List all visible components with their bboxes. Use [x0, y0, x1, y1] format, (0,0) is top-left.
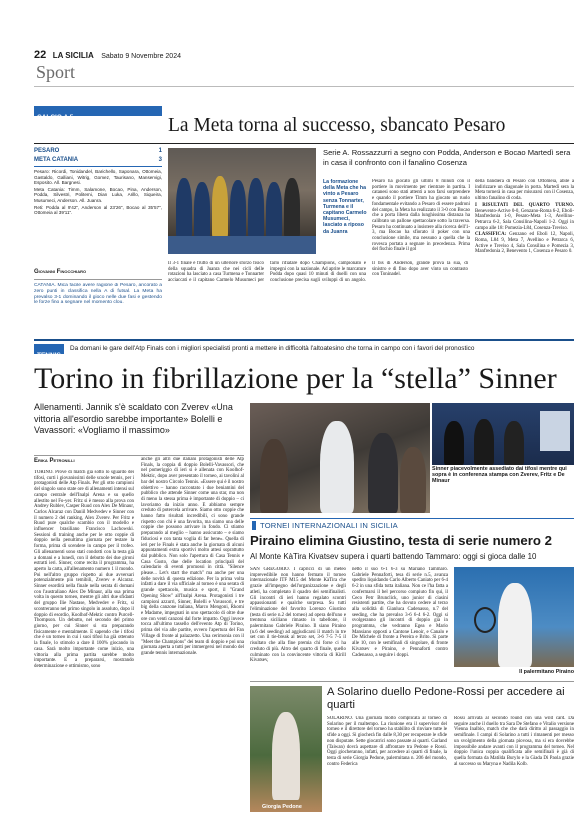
results-text: Benevento-Active 0-0, Genzano-Roma 6-2, Eboli-Manfredonia 1-0, Pesaro-Meta 1-3, Avellino-Petrarca 6-2, Sala Consilina-Napoli 1-2. Oggi in campo alle 18: Pomezia-L84, Cosenza-Treviso. [475, 208, 574, 231]
team-player-figure [230, 180, 246, 238]
lineup-meta: Meta Catania: Timm, Salamone, Bocao, Pina, Anderson, Podda, Silvestri, Politemi, Dian Luka, Arillo, Siqueira, Musumeci, Anderson. All. Juanra. [34, 186, 162, 203]
tornei-kicker: TORNEI INTERNAZIONALI IN SICILIA [260, 521, 398, 530]
tennis-tag-label: TENNIS [37, 352, 61, 359]
tornei-col-1: SAN GREGORIO. I capricci di un meteo imprevedibile non hanno fermato il torneo internazionale ITF M15 del Monte KàTira che grazie all'impegno dell'organizzazione e degli atleti, ha completato il quadro dei semifinalisti. Gli incontri di ieri hanno regalato scontri appassionanti e qualche sorpresa. Su tutti l'eliminazione del favorito Lorenzo Giustino (testa di serie n.2 del torneo) ad opera dell'uno e trentuna siciliano rimasto in tabellone, il palermitano Gabriele Piraino. Il siano Piraino (n.6 del seeding) ad aggiudicarsi il match in tre set con il tie-break al terzo set, 3-6 7-5 7-5 il risultato che alla fine premia chi forse ci ha creduto di più. Altro del quarto di finale, quello culminato con la convincente vittoria di Kirill Kivatsev, [250, 567, 346, 664]
calcio-headline-rule [34, 143, 574, 144]
page-header [34, 45, 574, 59]
tennis-photo-caption: Sinner piacevolmente assediato dai tifosi mentre qui sopra è in conferenza stampa con Zverev, Fritz e De Minaur [432, 466, 567, 484]
calcio-kicker: CALCIO A 5 [37, 114, 74, 121]
section-title: Sport [36, 62, 76, 82]
press-conference-photo [432, 403, 574, 465]
media-day-board [540, 411, 570, 451]
tornei-col-2: netto il suo 6-1 6-3 su Mariano Tammaro. Gabriele Pennaforti, tesa di serie n.5, avanza spedito liquidando Carlo Alberto Caniato per 6-4 6-2 in una sfida tutta italiana. Non ce l'ha fatta a confermarsi il bel percorso compiuto fin qui, il Ceco Petr Brunclick, uno junior di ciasini resistenti partite, che ha dovuto cedere al terzo alla solidità di Gianluca Cadenasso, n.7 del seeding, che ha prevalso 3-6 6-4 6-2. Oggi si svolgeranno gli incontri di doppio già in programma, che vedranno Egea e Mario Mansiano opposti a Cantone Lenoir, e Canalo e De Michele di fronte a Pereira e Brito. Si parte alle 10, con le semifinali di singolare, di fronte Kivatsev e Piraino, e Pennaforti contro Cadenasso, a seguire i doppi. [352, 567, 448, 658]
team-player-figure [284, 178, 300, 238]
court-floor [168, 236, 316, 254]
piraino-figure [498, 583, 532, 667]
tennis-byline: Erika Petronilli [34, 458, 75, 464]
team-player-figure [212, 176, 228, 238]
calcio-note: CATANIA. Mica facile avere ragione di Pesaro, ancorato a zero punti in classifica nella A di futsal. La Meta ha prevalso 3-1 dominando il gioco nelle due fasi e gestendo le forze fino a segnare nel momento clou. [34, 283, 162, 306]
team-player-figure [266, 182, 282, 238]
team-photo-caption: La formazione della Meta che ha vinto a Pesaro senza Tonnarter, Turmena e il capitano Carmelo Musumeci, lasciato a riposo da Juanra [323, 179, 367, 235]
score-rule [34, 166, 162, 167]
sinner-figure [320, 421, 354, 513]
piraino-photo [454, 567, 574, 667]
page-number: 22 [34, 49, 47, 61]
score-pesaro: 1 [158, 148, 162, 154]
tornei-headline: Piraino elimina Giustino, testa di serie numero 2 [250, 533, 552, 548]
score-row-1 [34, 148, 162, 154]
byline-rule [34, 279, 162, 280]
player-figure [474, 419, 494, 465]
tennis-racket [474, 607, 496, 633]
fan-figure [400, 447, 426, 513]
solarino-top-rule [250, 681, 574, 682]
tennis-tag [34, 344, 64, 359]
section-rule [34, 86, 574, 87]
calcio-body-lower: Il 3-1 finale è frutto di un ulteriore sforzo fisico della squadra di Juanra che nei cicli delle rotazioni ha lasciato a casa Turmena e Tonnarter acciaccati e il capitano Carmelo Musumeci per farlo rifiatare dopo Champions, campionato e impegni con la nazionale. Ad aprire le marcature Podda dopo quasi 10 minuti di duelli con una conclusione precisa sugli sviluppi di un angolo. Il bis di Anderson, grande prova la sua, di sinistro e di fino dopo aver vinto un contrasto con Toninadel. [168, 261, 468, 284]
results-title: I RISULTATI DEL QUARTO TURNO. [475, 202, 574, 208]
tennis-headline: Torino in fibrillazione per la “stella” Sinner [34, 362, 557, 395]
issue-date: Sabato 9 Novembre 2024 [101, 53, 181, 60]
score-meta: 3 [158, 157, 162, 163]
pedone-figure [272, 712, 300, 800]
paper-name: LA SICILIA [52, 51, 94, 60]
standings-text: Genzano ed Eboli 12, Napoli, Roma, L84 9, Meta 7, Avellino e Petrarca 6, Active e Treviso 4, Sala Consilina e Pomezia 3, Manfredonia 2, Benevento 1, Cosenza e Pesaro 0. [475, 232, 574, 255]
tennis-byline-rule [34, 455, 244, 456]
pedone-photo [250, 686, 322, 812]
calcio-kicker-bar [34, 106, 162, 121]
meta-team-photo [168, 148, 316, 254]
tennis-col-1: TORINO. Prove di match già sotto lo sguardo dei tifosi, curti i giovanissimi delle scuole tennis, per i protagonisti delle Atp Finals. Per gli otto campioni del singolo sono state ore di allenamenti intensi sul campo centrale dell'Inalpi Arena e su quello allestito nel Fo-yer. Fritz si è messo alla prova con Andrey Rublev, Casper Ruud con Alex De Minaur, Carlos Alcaraz con Daniil Medvedev e Sinner con il numero 2 del ranking, Alex Zverev. Per Fritz e Ruud pure qualche scambio con il modello e influencer brasiliano Francisco Lachowski. Sessioni di training anche per le otto coppie di doppio nella penultima giornata per testare la forma, prima di scendere in campo per il trofeo. Gli allenamenti sono stati condotti con la testa già a domani e a lunedì, con il debutto dei due gironi estratti ieri. Sinner, come recita il programma, ha aperto la carta, all'allenamento numero 1 il mondo. Poi nell'altro gruppo rispetto ai due avversari potenzialmente più temibili, Zverev e Alcaraz. Sinner esordirà nella finale nella serata di domani con l'australiano Alex De Minaur, alla sua prima volta in questo torneo, mentre gli altri due sfidanti del gruppo Ilie Nastase, Medvedev e Fritz, si scontreranno nel primo singolo in assoluto, dopo il doppio di esordio, Koolhof-Mektic contro Purcell-Thompson. Un debutto, nel secondo del primo giorno, per cui Sinner si sta preparando fisicamente e mentalmente. E sapendo che i tifosi che è un torneo in cui i suoi tifosi ha già ottenuto la finale, lo stimolo a dare il 100% giocando in casa. Sarà molto importante come inizio, una vittoria alla prima partita sarebbe molto importante. E a prepararsi, mostrando determinazione e ottimismo, sono [34, 470, 134, 669]
sinner-fans-photo [250, 403, 430, 513]
goals: Reti: Podda al 9'42", Anderson al 23'26", Bocao al 35'57", Ottomeia al 39'11". [34, 204, 162, 216]
calcio-deck: Serie A. Rossazzurri a segno con Podda, Anderson e Bocao Martedì sera in casa il confronto con il fanalino Cosenza [323, 148, 571, 167]
piraino-caption: Il palermitano Piraino [519, 669, 574, 675]
standings-title: CLASSIFICA: [475, 232, 507, 238]
fan-figure [368, 433, 398, 513]
solarino-col-1: SOLARINO. Una giornata molto complicata al torneo di Solarino per il maltempo. La riunione era il supervisor del torneo e il direttore del torneo ha stabilito di rinviare tutte le sfide a oggi. Si giocherà fin dalle 8,30 per recuperare le sfide non disputate. Sette giocatrici sono passate ai quarti. Garland (Taiwan) dovrà aspettare di affrontare tra Pedone e Rossi. Oggi giocheranno, infatti, per accedere ai quarti di finale, la testa di serie Giorgia Pedone, palermitana n. 206 del mondo, contro Federica [327, 716, 447, 767]
calcio-byline: Giovanni Finocchiaro [34, 269, 87, 275]
lineups [34, 169, 162, 266]
team-player-figure [194, 182, 210, 238]
team-player-figure [248, 178, 264, 238]
solarino-col-2: Rossi arrivata al secondo round con una wild card. Da seguire anche il duello tra Sara De Stefano e Vitalio versione Vienna Inalbio, match che che darà diritto al passaggio in semifinale. I campi di Solarino a tutti i rimanenti per messo un svolgimento della giornata piovosa, ma si era dovrebbe impossibile andare avanti con il programma del torneo. Nel doppio l'unica coppia qualificata alle semifinali è già di quella formata da Matilda Burylo e la Giada Di Paola grazie al successo su Maryna e Nadila Kolb. [454, 716, 574, 767]
tornei-kicker-marker [252, 521, 256, 530]
calcio-body-3 [475, 179, 574, 327]
tennis-top-rule [34, 339, 574, 341]
team-player-figure [176, 178, 192, 238]
pedone-caption: Giorgia Pedone [262, 804, 302, 810]
tornei-deck: Al Monte KàTira Kivatsev supera i quarti battendo Tammaro: oggi si gioca dalle 10 [250, 552, 537, 561]
team-pesaro: PESARO [34, 148, 60, 154]
calcio-headline: La Meta torna al successo, sbancato Pesaro [168, 115, 506, 136]
calcio-body-3-text: della bandiera di Pesaro con Ottomeia, abile a indirizzare un diagonale in porta. Martedì sera la Meta tornerà in casa per misurarsi con il Cosenza, ultimo fanalino di coda. [475, 179, 574, 202]
tennis-strap: Da domani le gare dell'Atp Finals con i migliori specialisti pronti a mettere in difficoltà l'altoatesino che torna in campo con i favori del pronostico [70, 345, 475, 352]
tornei-top-rule [250, 518, 574, 519]
score-row-2 [34, 157, 162, 163]
tennis-deck: Allenamenti. Jannik s'è scaldato con Zverev «Una vittoria all'esordio sarebbe importante» Bolelli e Vavassori: «Vogliamo il massimo» [34, 402, 233, 435]
tennis-col-2: anche gli altri due italiani protagonisti delle Atp Finals, la coppia di doppio Bolelli-Vavassori, che nel pomeriggio di ieri si è allenata con Koolhof-Mektic, dopo aver presentato il torneo, ai tavolini al bar del nostro Circolo Tennis. «Essere qui è il nostro obiettivo – hanno raccontato i due beniamini del pubblico che attende Sinner come una star, ma non di meno la stessa prima è importante di doppio – ci lavoriamo da inizio anno. E abbiamo sempre creduto di potercela arrivare. Siamo otto coppie che hanno fatto risultati incredibili, ci sono grande rispetto con chi è una favorita, ma siamo una delle coppie che possono arrivare in fondo. Ci stiamo preparando al meglio – hanno assicurato – e siamo fiduciosi e con tanta voglia di far bene». Quella di ieri per le Finals è stata anche la giornata di alcuni appuntamenti extra sportivi molto attesi soprattutto dal pubblico. Non solo l'apertura di Casa Tennis e Casa Gusto, due delle location principali del calendario di eventi promossi in città. "Silence please... Let's start the match" ma anche per una delle novità di questa edizione. Per la prima volta infatti a dare il via ufficiale al torneo è una serata di grande spettacolo, musica e sport, il "Grand Opening Show" all'Inalpi Arena. Protagonisti i tre campioni azzurri, Sinner, Bolelli e Vavassori, e tre big della canzone italiana, Marco Mengoni, Rkomi e Madame, impegnati in uno spettacolo di oltre due ore con venti canzoni dal forte impatto. Oggi invece tocca all'ultimo tassello dell'evento Atp di Torino, prima del via alle partite, ovvero l'apertura del Fan Village di fronte al palazzetto. Una cerimonia con il "Meet the Champions" dei team di doppio e poi una giornata aperta a tutti per immergersi nel mondo del grande tennis internazionale. [141, 457, 244, 656]
solarino-headline: A Solarino duello Pedone-Rossi per accedere ai quarti [327, 686, 565, 711]
calcio-body-2: Pesaro ha giocato gli ultimi 8 minuti con il portiere in movimento per rientrare in partita. I catanesi sono stati attenti a non farsi sorprendere e quando il portiere Timm ha giocato un ruolo fondamentale evitando a Pesaro di essere padroni del campo, la Meta ha realizzato il 3-0 con Bocao che a porta libera dalla lunghissima distanza ha calibrato un pallone spettacolare sotto la traversa. Pesaro ha continuato a insistere alla ricerca dell'1-3, ma Bocao ha sfiorato il poker con una conclusione simile, ma nessuno a quella che la rovesca portata a segnare in precedenza. Prima del fischio finale il gol [372, 179, 470, 253]
player-figure [504, 421, 524, 465]
team-meta: META CATANIA [34, 157, 79, 163]
fan-figure [260, 439, 288, 513]
lineup-pesaro: Pesaro: Ricordi, Tonidandel, Barichello, Saponara, Ottomeia, Gastaldo, Galliani, Witrig, Gomez, Taurisano, Manservigi, Esposito. All. Bargnesi. [34, 169, 162, 186]
player-figure [444, 421, 464, 465]
